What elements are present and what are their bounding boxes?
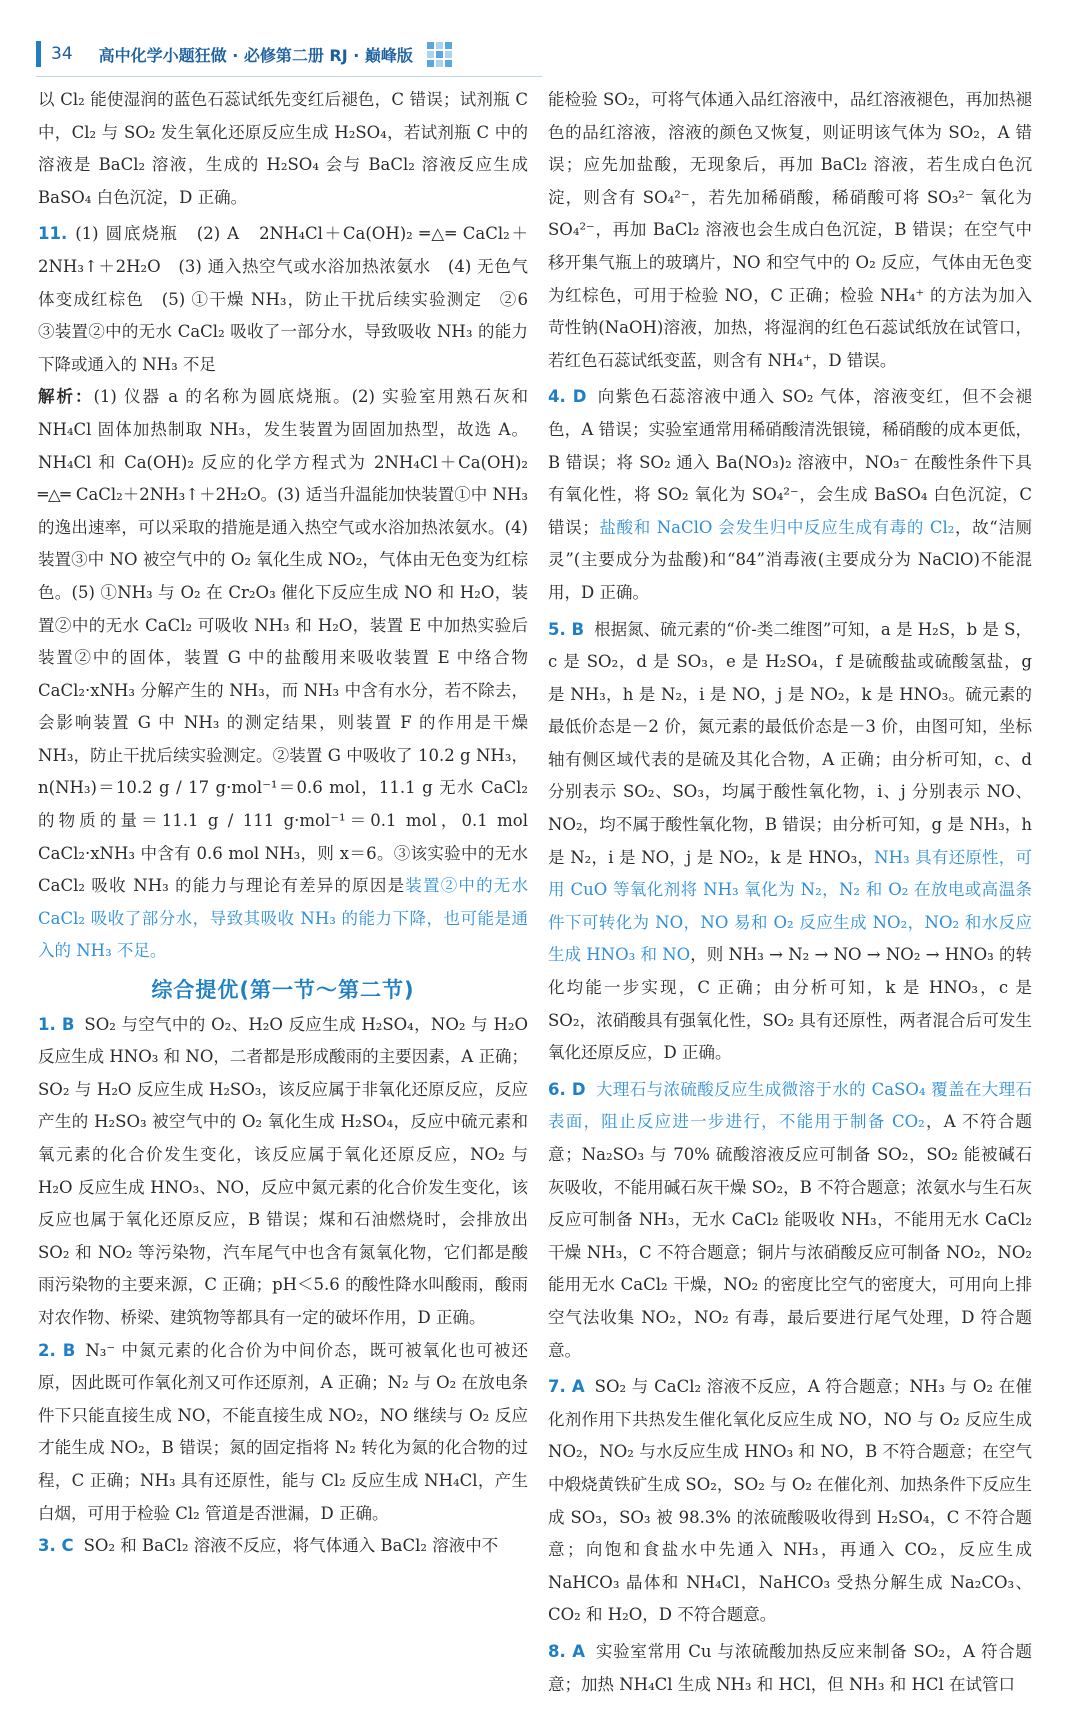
question-number: 7. A bbox=[548, 1377, 585, 1397]
question-4 bbox=[548, 381, 1032, 609]
highlighted-text: NH₃ 具有还原性，可用 CuO 等氧化剂将 NH₃ 氧化为 N₂，N₂ 和 O₂ 在放电或高温条件下可转化为 NO，NO 易和 O₂ 反应生成 NO₂，NO₂ 和水反应生成 HNO₃ 和 NO bbox=[548, 847, 1033, 965]
question-5 bbox=[548, 614, 1032, 1070]
explanation-label: 解析： bbox=[38, 387, 94, 407]
explanation-text: ，A 不符合题意；Na₂SO₃ 与 70% 硫酸溶液反应可制备 SO₂，SO₂ 能被碱石灰吸收，不能用碱石灰干燥 SO₂，B 不符合题意；浓氨水与生石灰反应可制备 NH₃，无水 CaCl₂ 能吸收 NH₃，不能用无水 CaCl₂ 干燥 NH₃，C 不符合题意；铜片与浓硝酸反应可制备 NO₂，NO₂ 能用无水 CaCl₂ 干燥，NO₂ 的密度比空气的密度大，可用向上排空气法收集 NO₂，NO₂ 有毒，最后要进行尾气处理，D 符合题意。 bbox=[548, 1112, 1032, 1360]
highlighted-text: 装置②中的无水 CaCl₂ 吸收了部分水，导致其吸收 NH₃ 的能力下降，也可能是通入的 NH₃ 不足。 bbox=[38, 876, 529, 961]
question-8 bbox=[548, 1636, 1032, 1701]
continued-paragraph: 以 Cl₂ 能使湿润的蓝色石蕊试纸先变红后褪色，C 错误；试剂瓶 C 中，Cl₂ 与 SO₂ 发生氧化还原反应生成 H₂SO₄，若试剂瓶 C 中的溶液是 BaCl₂ 溶液，生成的 H₂SO₄ 会与 BaCl₂ 溶液反应生成 BaSO₄ 白色沉淀，D 正确。 bbox=[38, 90, 528, 207]
section-title: 综合提优(第一节～第二节) bbox=[151, 978, 415, 1003]
question-number: 6. D bbox=[548, 1079, 586, 1099]
explanation-text: SO₂ 和 BaCl₂ 溶液不反应，将气体通入 BaCl₂ 溶液中不 bbox=[83, 1536, 499, 1556]
question-11-explanation bbox=[38, 381, 528, 968]
question-number: 4. D bbox=[548, 387, 587, 407]
continued-paragraph: 能检验 SO₂，可将气体通入品红溶液中，品红溶液褪色，再加热褪色的品红溶液，溶液的颜色又恢复，则证明该气体为 SO₂，A 错误；应先加盐酸，无现象后，再加 BaCl₂ 溶液，若生成白色沉淀，则含有 SO₄²⁻，若先加稀硝酸，稀硝酸可将 SO₃²⁻ 氧化为 SO₄²⁻，再加 BaCl₂ 溶液也会生成白色沉淀，B 错误；在空气中移开集气瓶上的玻璃片，NO 和空气中的 O₂ 反应，气体由无色变为红棕色，可用于检验 NO，C 正确；检验 NH₄⁺ 的方法为加入苛性钠(NaOH)溶液，加热，将湿润的红色石蕊试纸放在试管口，若红色石蕊试纸变蓝，则含有 NH₄⁺，D 错误。 bbox=[548, 90, 1032, 370]
question-7 bbox=[548, 1371, 1032, 1632]
question-2 bbox=[38, 1335, 528, 1531]
left-column bbox=[38, 84, 545, 1563]
question-number: 1. B bbox=[38, 1014, 75, 1034]
highlighted-text: 大理石与浓硫酸反应生成微溶于水的 CaSO₄ 覆盖在大理石表面，阻止反应进一步进行，不能用于制备 CO₂ bbox=[548, 1079, 1032, 1132]
header-decoration-icon bbox=[427, 42, 452, 67]
explanation-text: 向紫色石蕊溶液中通入 SO₂ 气体，溶液变红，但不会褪色，A 错误；实验室通常用稀硝酸清洗银镜，稀硝酸的成本更低，B 错误；将 SO₂ 通入 Ba(NO₃)₂ 溶液中，NO₃⁻ 在酸性条件下具有氧化性，将 SO₂ 氧化为 SO₄²⁻，会生成 BaSO₄ 白色沉淀，C 错误； bbox=[548, 387, 1033, 537]
page-number: 34 bbox=[51, 44, 73, 64]
question-number: 3. C bbox=[38, 1536, 74, 1556]
explanation-text: (1) 仪器 a 的名称为圆底烧瓶。(2) 实验室用熟石灰和 NH₄Cl 固体加热制取 NH₃，发生装置为固固加热型，故选 A。NH₄Cl 和 Ca(OH)₂ 反应的化学方程式为 2NH₄Cl＋Ca(OH)₂ ═△═ CaCl₂＋2NH₃↑＋2H₂O。(3) 适当升温能加快装置①中 NH₃ 的逸出速率，可以采取的措施是通入热空气或水浴加热浓氨水。(4) 装置③中 NO 被空气中的 O₂ 氧化生成 NO₂，气体由无色变为红棕色。(5) ①NH₃ 与 O₂ 在 Cr₂O₃ 催化下反应生成 NO 和 H₂O，装置②中的无水 CaCl₂ 可吸收 NH₃ 和 H₂O，装置 E 中加热实验后装置②中的固体，装置 G 中的盐酸用来吸收装置 E 中络合物 CaCl₂·xNH₃ 分解产生的 NH₃，而 NH₃ 中含有水分，若不除去，会影响装置 G 中 NH₃ 的测定结果，则装置 F 的作用是干燥 NH₃，防止干扰后续实验测定。②装置 G 中吸收了 10.2 g NH₃，n(NH₃)＝10.2 g / 17 g·mol⁻¹＝0.6 mol，11.1 g 无水 CaCl₂ 的物质的量＝11.1 g / 111 g·mol⁻¹＝0.1 mol，0.1 mol CaCl₂·xNH₃ 中含有 0.6 mol NH₃，则 x＝6。③该实验中的无水 CaCl₂ 吸收 NH₃ 的能力与理论有差异的原因是 bbox=[38, 387, 529, 896]
question-11 bbox=[38, 218, 545, 381]
explanation-text: N₃⁻ 中氮元素的化合价为中间价态，既可被氧化也可被还原，因此既可作氧化剂又可作还原剂，A 正确；N₂ 与 O₂ 在放电条件下只能直接生成 NO，不能直接生成 NO₂，NO 继续与 O₂ 反应才能生成 NO₂，B 错误；氮的固定指将 N₂ 转化为氮的化合物的过程，C 正确；NH₃ 具有还原性，能与 Cl₂ 反应生成 NH₄Cl，产生白烟，可用于检验 Cl₂ 管道是否泄漏，D 正确。 bbox=[38, 1340, 528, 1523]
explanation-text: SO₂ 与空气中的 O₂、H₂O 反应生成 H₂SO₄，NO₂ 与 H₂O 反应生成 HNO₃ 和 NO，二者都是形成酸雨的主要因素，A 正确；SO₂ 与 H₂O 反应生成 H₂SO₃，该反应属于非氧化还原反应，反应产生的 H₂SO₃ 被空气中的 O₂ 氧化生成 H₂SO₄，反应中硫元素和氧元素的化合价发生变化，该反应属于氧化还原反应，NO₂ 与 H₂O 反应生成 HNO₃、NO，反应中氮元素的化合价发生变化，该反应也属于氧化还原反应，B 错误；煤和石油燃烧时，会排放出 SO₂ 和 NO₂ 等污染物，汽车尾气中也含有氮氧化物，它们都是酸雨污染物的主要来源，C 正确；pH＜5.6 的酸性降水叫酸雨，酸雨对农作物、桥梁、建筑物等都具有一定的破坏作用，D 正确。 bbox=[38, 1014, 528, 1327]
explanation-text: SO₂ 与 CaCl₂ 溶液不反应，A 符合题意；NH₃ 与 O₂ 在催化剂作用下共热发生催化氧化反应生成 NO，NO 与 O₂ 反应生成 NO₂，NO₂ 与水反应生成 HNO₃ 和 NO，B 不符合题意；在空气中煅烧黄铁矿生成 SO₂，SO₂ 与 O₂ 在催化剂、加热条件下反应生成 SO₃，SO₃ 被 98.3% 的浓硫酸吸收得到 H₂SO₄，C 不符合题意；向饱和食盐水中先通入 NH₃，再通入 CO₂，反应生成 NaHCO₃ 晶体和 NH₄Cl，NaHCO₃ 受热分解生成 Na₂CO₃、CO₂ 和 H₂O，D 不符合题意。 bbox=[548, 1377, 1032, 1625]
book-title: 高中化学小题狂做 · 必修第二册 RJ · 巅峰版 bbox=[98, 45, 413, 65]
answer-text: (1) 圆底烧瓶 (2) A 2NH₄Cl＋Ca(OH)₂ ═△═ CaCl₂＋2NH₃↑＋2H₂O (3) 通入热空气或水浴加热浓氨水 (4) 无色气体变成红棕色 (5) ①干燥 NH₃，防止干扰后续实验测定 ②6 ③装置②中的无水 CaCl₂ 吸收了一部分水，导致吸收 NH₃ 的能力下降或通入的 NH₃ 不足 bbox=[38, 224, 545, 374]
page-header bbox=[36, 38, 506, 70]
question-number: 5. B bbox=[548, 619, 585, 639]
question-number: 8. A bbox=[548, 1641, 586, 1661]
explanation-text: ，故“洁厕灵”(主要成分为盐酸)和“84”消毒液(主要成分为 NaClO)不能混用，D 正确。 bbox=[548, 517, 1033, 602]
explanation-text: ，则 NH₃ → N₂ → NO → NO₂ → HNO₃ 的转化均能一步实现，C 正确；由分析可知，k 是 HNO₃，c 是 SO₂，浓硝酸具有强氧化性，SO₂ 具有还原性，两者混合后可发生氧化还原反应，D 正确。 bbox=[548, 945, 1032, 1063]
explanation-text: 实验室常用 Cu 与浓硫酸加热反应来制备 SO₂，A 符合题意；加热 NH₄Cl 生成 NH₃ 和 HCl，但 NH₃ 和 HCl 在试管口 bbox=[548, 1641, 1033, 1694]
explanation-text: 根据氮、硫元素的“价-类二维图”可知，a 是 H₂S，b 是 S，c 是 SO₂，d 是 SO₃，e 是 H₂SO₄，f 是硫酸盐或硫酸氢盐，g 是 NH₃，h 是 N₂，i 是 NO，j 是 NO₂，k 是 HNO₃。硫元素的最低价态是－2 价，氮元素的最低价态是－3 价，由图可知，坐标轴有侧区域代表的是硫及其化合物，A 正确；由分析可知，c、d 分别表示 SO₂、SO₃，均属于酸性氧化物，i、j 分别表示 NO、NO₂，均不属于酸性氧化物，B 错误；由分析可知，g 是 NH₃，h 是 N₂，i 是 NO，j 是 NO₂，k 是 HNO₃， bbox=[548, 619, 1032, 867]
highlighted-text: 盐酸和 NaClO 会发生归中反应生成有毒的 Cl₂ bbox=[598, 517, 955, 537]
question-6 bbox=[548, 1074, 1032, 1367]
header-accent-bar bbox=[36, 41, 41, 67]
right-column bbox=[548, 84, 1032, 1701]
header-rule bbox=[36, 76, 542, 77]
question-1 bbox=[38, 1009, 528, 1335]
question-number: 2. B bbox=[38, 1340, 76, 1360]
question-3 bbox=[38, 1530, 528, 1563]
question-number: 11. bbox=[38, 224, 68, 244]
